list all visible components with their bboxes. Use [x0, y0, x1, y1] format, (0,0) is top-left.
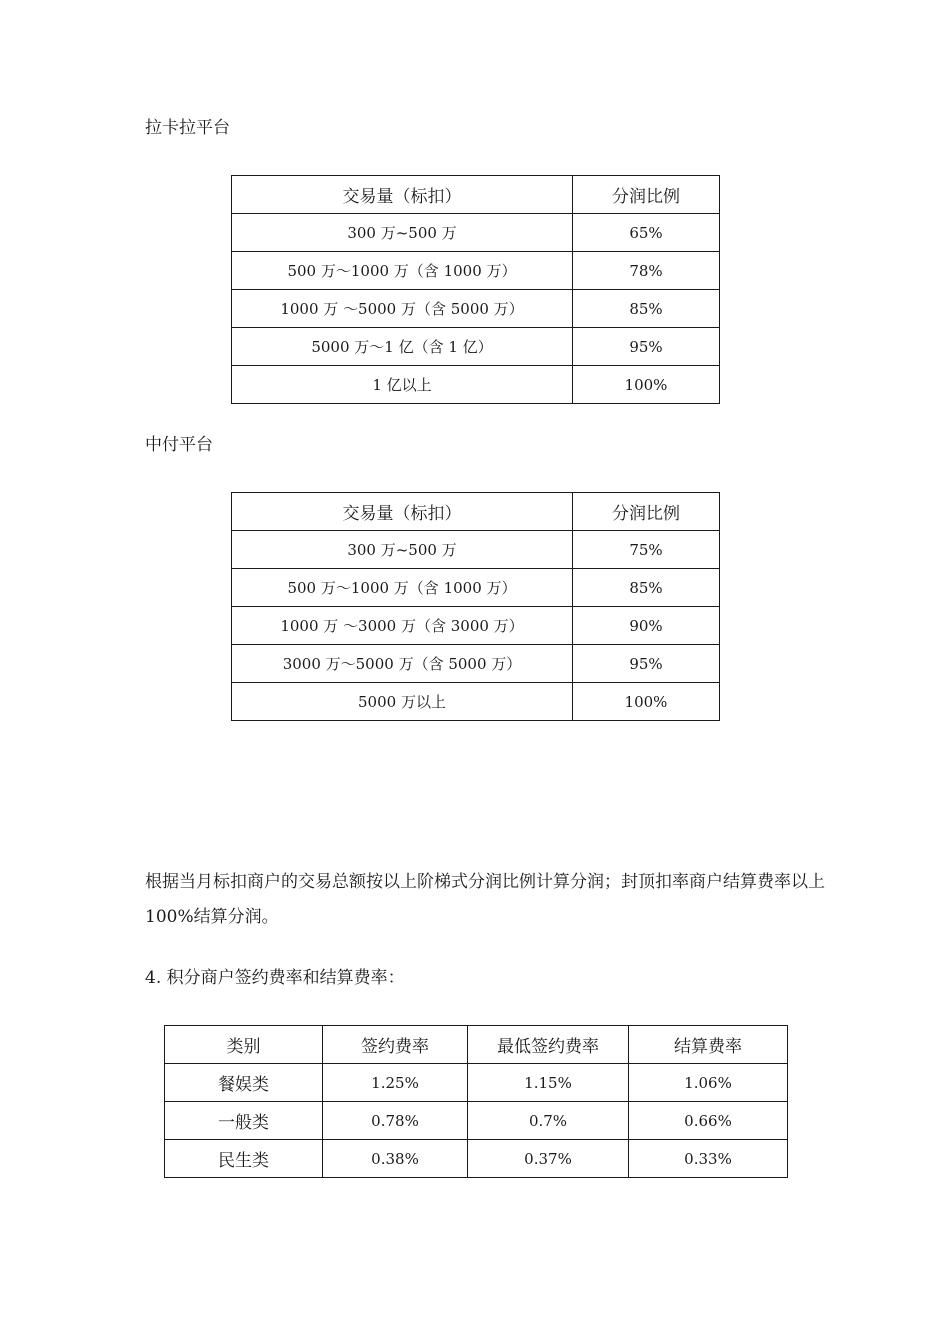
table-row: [232, 607, 720, 645]
ratio-cell: 85%: [573, 569, 720, 607]
table-row: [232, 366, 720, 404]
min-signing-rate-cell: 0.37%: [468, 1140, 629, 1178]
volume-cell: 1000 万 ～3000 万（含 3000 万）: [232, 607, 573, 645]
volume-cell: 500 万～1000 万（含 1000 万）: [232, 252, 573, 290]
section-4-title: 4. 积分商户签约费率和结算费率：: [145, 968, 405, 988]
ratio-cell: 90%: [573, 607, 720, 645]
table-row: [165, 1102, 788, 1140]
header-signing-rate: 签约费率: [323, 1026, 468, 1064]
table-header-row: [232, 493, 720, 531]
volume-cell: 5000 万以上: [232, 683, 573, 721]
volume-cell: 300 万~500 万: [232, 531, 573, 569]
header-volume: 交易量（标扣）: [232, 493, 573, 531]
category-cell: 一般类: [165, 1102, 323, 1140]
table-row: [232, 328, 720, 366]
volume-cell: 500 万～1000 万（含 1000 万）: [232, 569, 573, 607]
table-header-row: [232, 176, 720, 214]
settlement-rate-cell: 1.06%: [629, 1064, 788, 1102]
ratio-cell: 65%: [573, 214, 720, 252]
header-settlement-rate: 结算费率: [629, 1026, 788, 1064]
header-category: 类别: [165, 1026, 323, 1064]
ratio-cell: 95%: [573, 645, 720, 683]
category-cell: 餐娱类: [165, 1064, 323, 1102]
ratio-cell: 78%: [573, 252, 720, 290]
signing-rate-cell: 0.78%: [323, 1102, 468, 1140]
min-signing-rate-cell: 1.15%: [468, 1064, 629, 1102]
table-row: [232, 569, 720, 607]
zhongfu-platform-title: 中付平台: [145, 435, 213, 455]
ratio-cell: 100%: [573, 683, 720, 721]
volume-cell: 1 亿以上: [232, 366, 573, 404]
header-min-signing-rate: 最低签约费率: [468, 1026, 629, 1064]
volume-cell: 3000 万～5000 万（含 5000 万）: [232, 645, 573, 683]
signing-rate-cell: 0.38%: [323, 1140, 468, 1178]
table-row: [165, 1064, 788, 1102]
points-merchant-rate-table: [164, 1025, 788, 1178]
table-row: [165, 1140, 788, 1178]
zhongfu-profit-table: [231, 492, 720, 721]
settlement-rate-cell: 0.66%: [629, 1102, 788, 1140]
table-row: [232, 214, 720, 252]
signing-rate-cell: 1.25%: [323, 1064, 468, 1102]
category-cell: 民生类: [165, 1140, 323, 1178]
volume-cell: 300 万~500 万: [232, 214, 573, 252]
ratio-cell: 75%: [573, 531, 720, 569]
table-row: [232, 290, 720, 328]
ratio-cell: 95%: [573, 328, 720, 366]
volume-cell: 1000 万 ～5000 万（含 5000 万）: [232, 290, 573, 328]
header-volume: 交易量（标扣）: [232, 176, 573, 214]
profit-calculation-paragraph: 根据当月标扣商户的交易总额按以上阶梯式分润比例计算分润；封顶扣率商户结算费率以上 100%结算分润。: [145, 872, 825, 927]
table-row: [232, 645, 720, 683]
lakala-platform-title: 拉卡拉平台: [145, 118, 230, 138]
table-row: [232, 531, 720, 569]
lakala-profit-table: [231, 175, 720, 404]
ratio-cell: 100%: [573, 366, 720, 404]
header-ratio: 分润比例: [573, 176, 720, 214]
min-signing-rate-cell: 0.7%: [468, 1102, 629, 1140]
volume-cell: 5000 万～1 亿（含 1 亿）: [232, 328, 573, 366]
settlement-rate-cell: 0.33%: [629, 1140, 788, 1178]
header-ratio: 分润比例: [573, 493, 720, 531]
table-row: [232, 252, 720, 290]
table-row: [232, 683, 720, 721]
table-header-row: [165, 1026, 788, 1064]
ratio-cell: 85%: [573, 290, 720, 328]
